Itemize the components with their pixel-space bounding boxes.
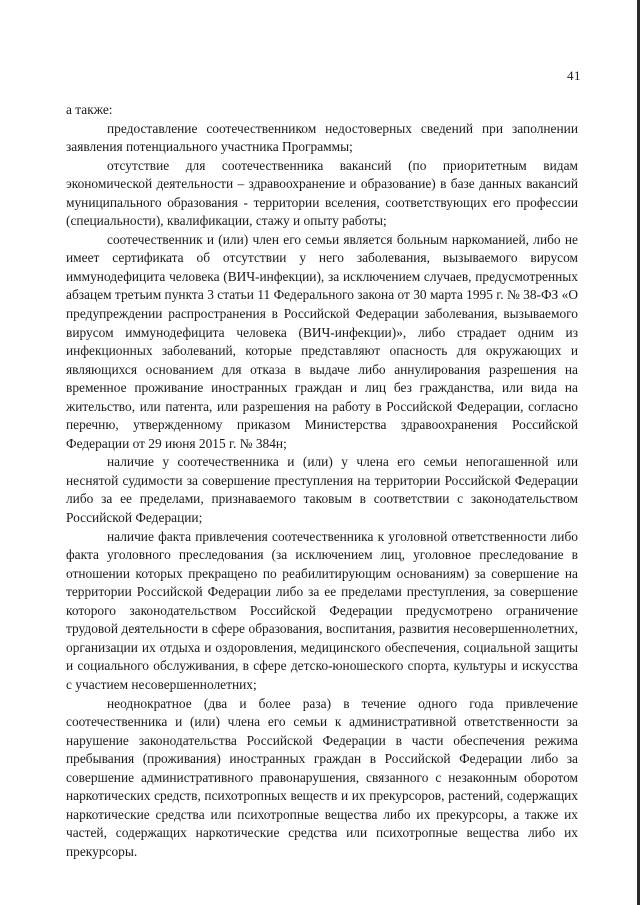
- paragraph-administrative-liability: неоднократное (два и более раза) в течение одного года привлечение соотечественника и (или) члена его семьи к административной ответственности за нарушение законодательства Российской Федерации в части обеспечения режима пребывания (проживания) иностранных граждан в Российской Федерации либо за совершение административного правонарушения, связанного с незаконным оборотом наркотических средств, психотропных веществ и их прекурсоров, растений, содержащих наркотические средства или психотропные вещества либо их прекурсоры, а также их частей, содержащих наркотические средства или психотропные вещества либо их прекурсоры.: [66, 695, 578, 859]
- paragraph-health-conditions: соотечественник и (или) член его семьи является больным наркоманией, либо не имеет сертификата об отсутствии у него заболевания, вызываемого вирусом иммунодефицита человека (ВИЧ-инфекции), за исключением случаев, предусмотренных абзацем третьим пункта 3 статьи 11 Федерального закона от 30 марта 1995 г. № 38-ФЗ «О предупреждении распространения в Российской Федерации заболевания, вызываемого вирусом иммунодефицита человека (ВИЧ-инфекции)», либо страдает одним из инфекционных заболеваний, которые представляют опасность для окружающих и являющихся основанием для отказа в выдаче либо аннулирования разрешения на временное проживание иностранных граждан и лиц без гражданства, или вида на жительство, или патента, или разрешения на работу в Российской Федерации, согласно перечню, утвержденному приказом Министерства здравоохранения Российской Федерации от 29 июня 2015 г. № 384н;: [66, 231, 578, 451]
- intro-line: а также:: [66, 102, 113, 117]
- paragraph-criminal-record: наличие у соотечественника и (или) у члена его семьи непогашенной или неснятой судимости за совершение преступления на территории Российской Федерации либо за ее пределами, признаваемого таковым в соответствии с законодательством Российской Федерации;: [66, 454, 578, 526]
- page-number: 41: [567, 68, 581, 83]
- document-body: [66, 101, 578, 861]
- paragraph-criminal-prosecution: наличие факта привлечения соотечественника к уголовной ответственности либо факта уголовного преследования (за исключением лиц, уголовное преследование в отношении которых прекращено по реабилитирующим основаниям) за совершение на территории Российской Федерации либо за ее пределами преступления, за совершение которого законодательством Российской Федерации предусмотрено ограничение трудовой деятельности в сфере образования, воспитания, развития несовершеннолетних, организации их отдыха и оздоровления, медицинского обеспечения, социальной защиты и социального обслуживания, в сфере детско-юношеского спорта, культуры и искусства с участием несовершеннолетних;: [66, 528, 578, 692]
- paragraph-false-information: предоставление соотечественником недостоверных сведений при заполнении заявления потенциального участника Программы;: [66, 120, 578, 155]
- paragraph-no-vacancies: отсутствие для соотечественника вакансий (по приоритетным видам экономической деятельности – здравоохранение и образование) в базе данных вакансий муниципального образования - территории вселения, соответствующих его профессии (специальности), квалификации, стажу и опыту работы;: [66, 157, 578, 229]
